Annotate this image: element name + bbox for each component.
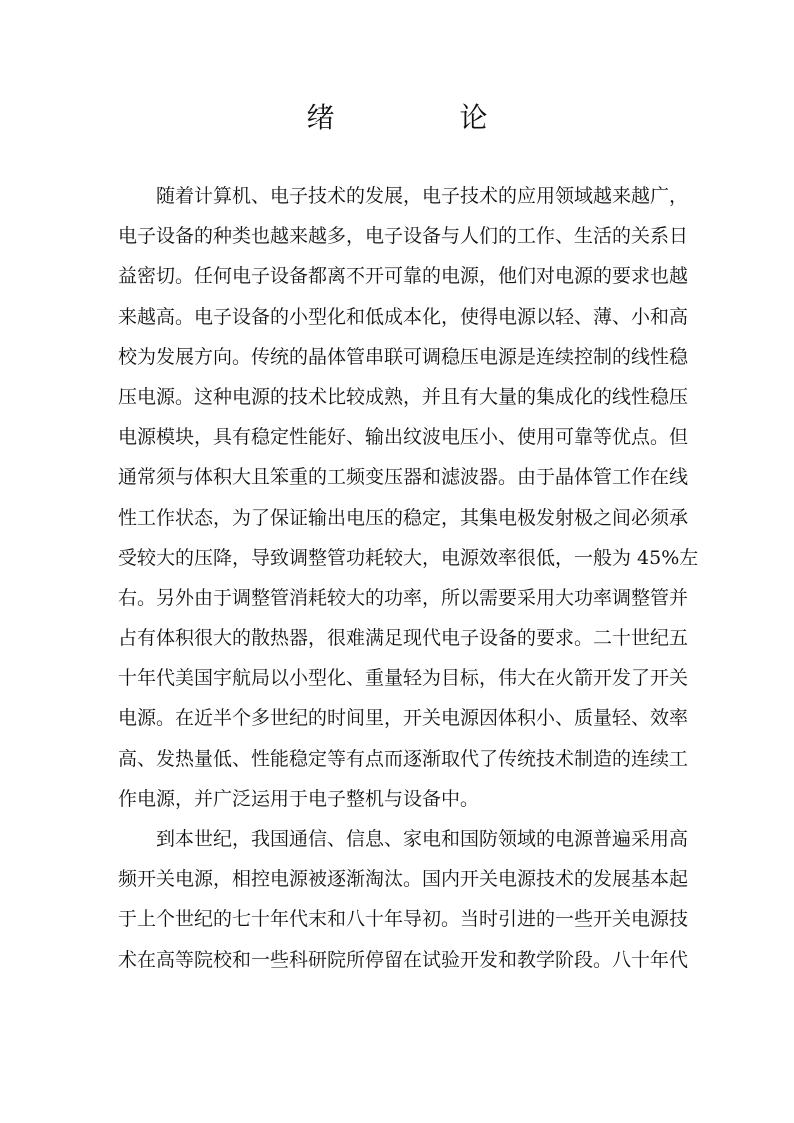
text-line: 校为发展方向。传统的晶体管串联可调稳压电源是连续控制的线性稳	[118, 345, 689, 368]
text-line: 来越高。电子设备的小型化和低成本化，使得电源以轻、薄、小和高	[118, 305, 689, 328]
text-line: 通常须与体积大且笨重的工频变压器和滤波器。由于晶体管工作在线	[118, 466, 689, 489]
body-text	[118, 176, 699, 980]
text-line: 电源。在近半个多世纪的时间里，开关电源因体积小、质量轻、效率	[118, 707, 689, 730]
paragraph-2	[118, 819, 689, 980]
text-line: 占有体积很大的散热器，很难满足现代电子设备的要求。二十世纪五	[118, 627, 689, 650]
text-line: 电源模块，具有稳定性能好、输出纹波电压小、使用可靠等优点。但	[118, 426, 689, 449]
text-line: 性工作状态，为了保证输出电压的稳定，其集电极发射极之间必须承	[118, 506, 689, 529]
text-line: 高、发热量低、性能稳定等有点而逐渐取代了传统技术制造的连续工	[118, 747, 689, 770]
text-line: 到本世纪，我国通信、信息、家电和国防领域的电源普遍采用高	[156, 828, 689, 850]
text-line: 受较大的压降，导致调整管功耗较大，电源效率很低，一般为 45%左	[118, 546, 699, 569]
text-line: 压电源。这种电源的技术比较成熟，并且有大量的集成化的线性稳压	[118, 385, 689, 408]
paragraph-1	[118, 176, 699, 819]
page-title: 绪 论	[306, 101, 546, 134]
text-line: 术在高等院校和一些科研院所停留在试验开发和教学阶段。八十年代	[118, 948, 689, 971]
text-line: 于上个世纪的七十年代末和八十年导初。当时引进的一些开关电源技	[118, 908, 689, 931]
text-line: 作电源，并广泛运用于电子整机与设备中。	[118, 787, 480, 810]
text-line: 频开关电源，相控电源被逐渐淘汰。国内开关电源技术的发展基本起	[118, 868, 689, 891]
text-line: 益密切。任何电子设备都离不开可靠的电源，他们对电源的要求也越	[118, 265, 689, 288]
text-line: 电子设备的种类也越来越多，电子设备与人们的工作、生活的关系日	[118, 225, 689, 248]
text-line: 十年代美国宇航局以小型化、重量轻为目标，伟大在火箭开发了开关	[118, 667, 689, 690]
text-line: 随着计算机、电子技术的发展，电子技术的应用领域越来越广，	[156, 185, 689, 207]
text-line: 右。另外由于调整管消耗较大的功率，所以需要采用大功率调整管并	[118, 586, 689, 609]
